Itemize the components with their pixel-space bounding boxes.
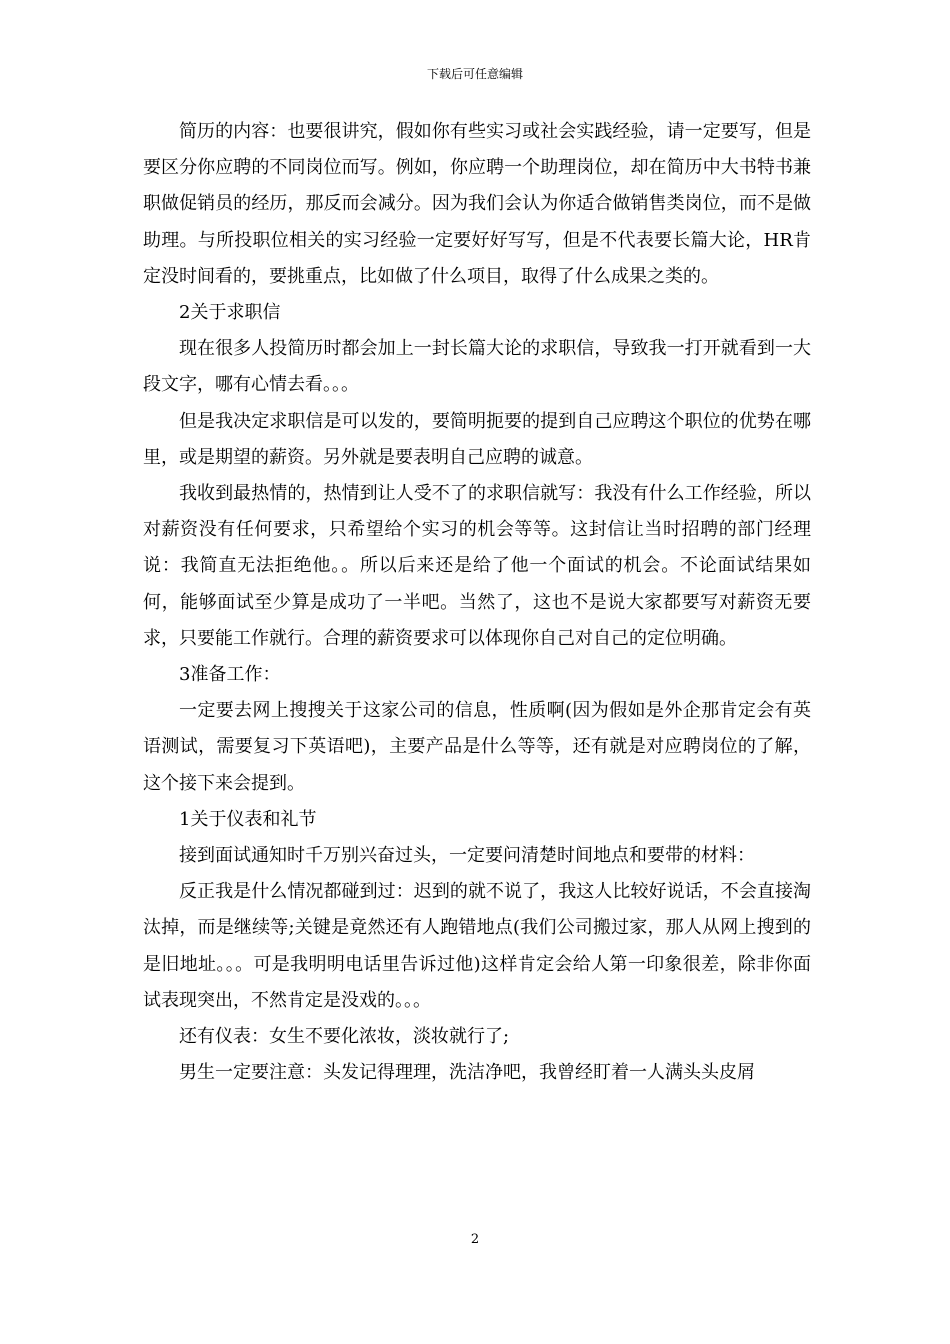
paragraph-interview-experience: 反正我是什么情况都碰到过：迟到的就不说了，我这人比较好说话，不会直接淘汰掉，而是继续等;关键是竟然还有人跑错地点(我们公司搬过家，那人从网上搜到的是旧地址。。。可是我明明电话里告诉过他)这样肯定会给人第一印象很差，除非你面试表现突出，不然肯定是没戏的。。。 [143,881,811,1011]
paragraph-appearance-female: 还有仪表：女生不要化浓妆，淡妆就行了; [179,1026,510,1048]
document-body [143,114,811,1091]
paragraph-cover-letter-example: 我收到最热情的，热情到让人受不了的求职信就写：我没有什么工作经验，所以对薪资没有任何要求，只希望给个实习的机会等等。这封信让当时招聘的部门经理说：我简直无法拒绝他。。所以后来还是给了他一个面试的机会。不论面试结果如何，能够面试至少算是成功了一半吧。当然了，这也不是说大家都要写对薪资无要求，只要能工作就行。合理的薪资要求可以体现你自己对自己的定位明确。 [143,483,811,649]
heading-preparation: 3准备工作： [179,664,281,686]
page-header: 下载后可任意编辑 [426,67,523,81]
paragraph-resume-content: 简历的内容：也要很讲究，假如你有些实习或社会实践经验，请一定要写，但是要区分你应聘的不同岗位而写。例如，你应聘一个助理岗位，却在简历中大书特书兼职做促销员的经历，那反而会减分。因为我们会认为你适合做销售类岗位，而不是做助理。与所投职位相关的实习经验一定要好好写写，但是不代表要长篇大论，HR肯定没时间看的，要挑重点，比如做了什么项目，取得了什么成果之类的。 [143,121,811,287]
paragraph-cover-letter-length: 现在很多人投简历时都会加上一封长篇大论的求职信，导致我一打开就看到一大段文字，哪有心情去看。。。 [143,338,811,396]
paragraph-preparation: 一定要去网上搜搜关于这家公司的信息，性质啊(因为假如是外企那肯定会有英语测试，需要复习下英语吧)，主要产品是什么等等，还有就是对应聘岗位的了解，这个接下来会提到。 [143,700,811,794]
paragraph-cover-letter-advice: 但是我决定求职信是可以发的，要简明扼要的提到自己应聘这个职位的优势在哪里，或是期望的薪资。另外就是要表明自己应聘的诚意。 [143,410,811,468]
heading-cover-letter: 2关于求职信 [179,302,281,324]
paragraph-appearance-male: 男生一定要注意：头发记得理理，洗洁净吧，我曾经盯着一人满头头皮屑 [179,1062,755,1084]
paragraph-interview-notice: 接到面试通知时千万别兴奋过头，一定要问清楚时间地点和要带的材料： [179,845,755,867]
heading-appearance-etiquette: 1关于仪表和礼节 [179,808,317,830]
page-number: 2 [470,1232,480,1247]
